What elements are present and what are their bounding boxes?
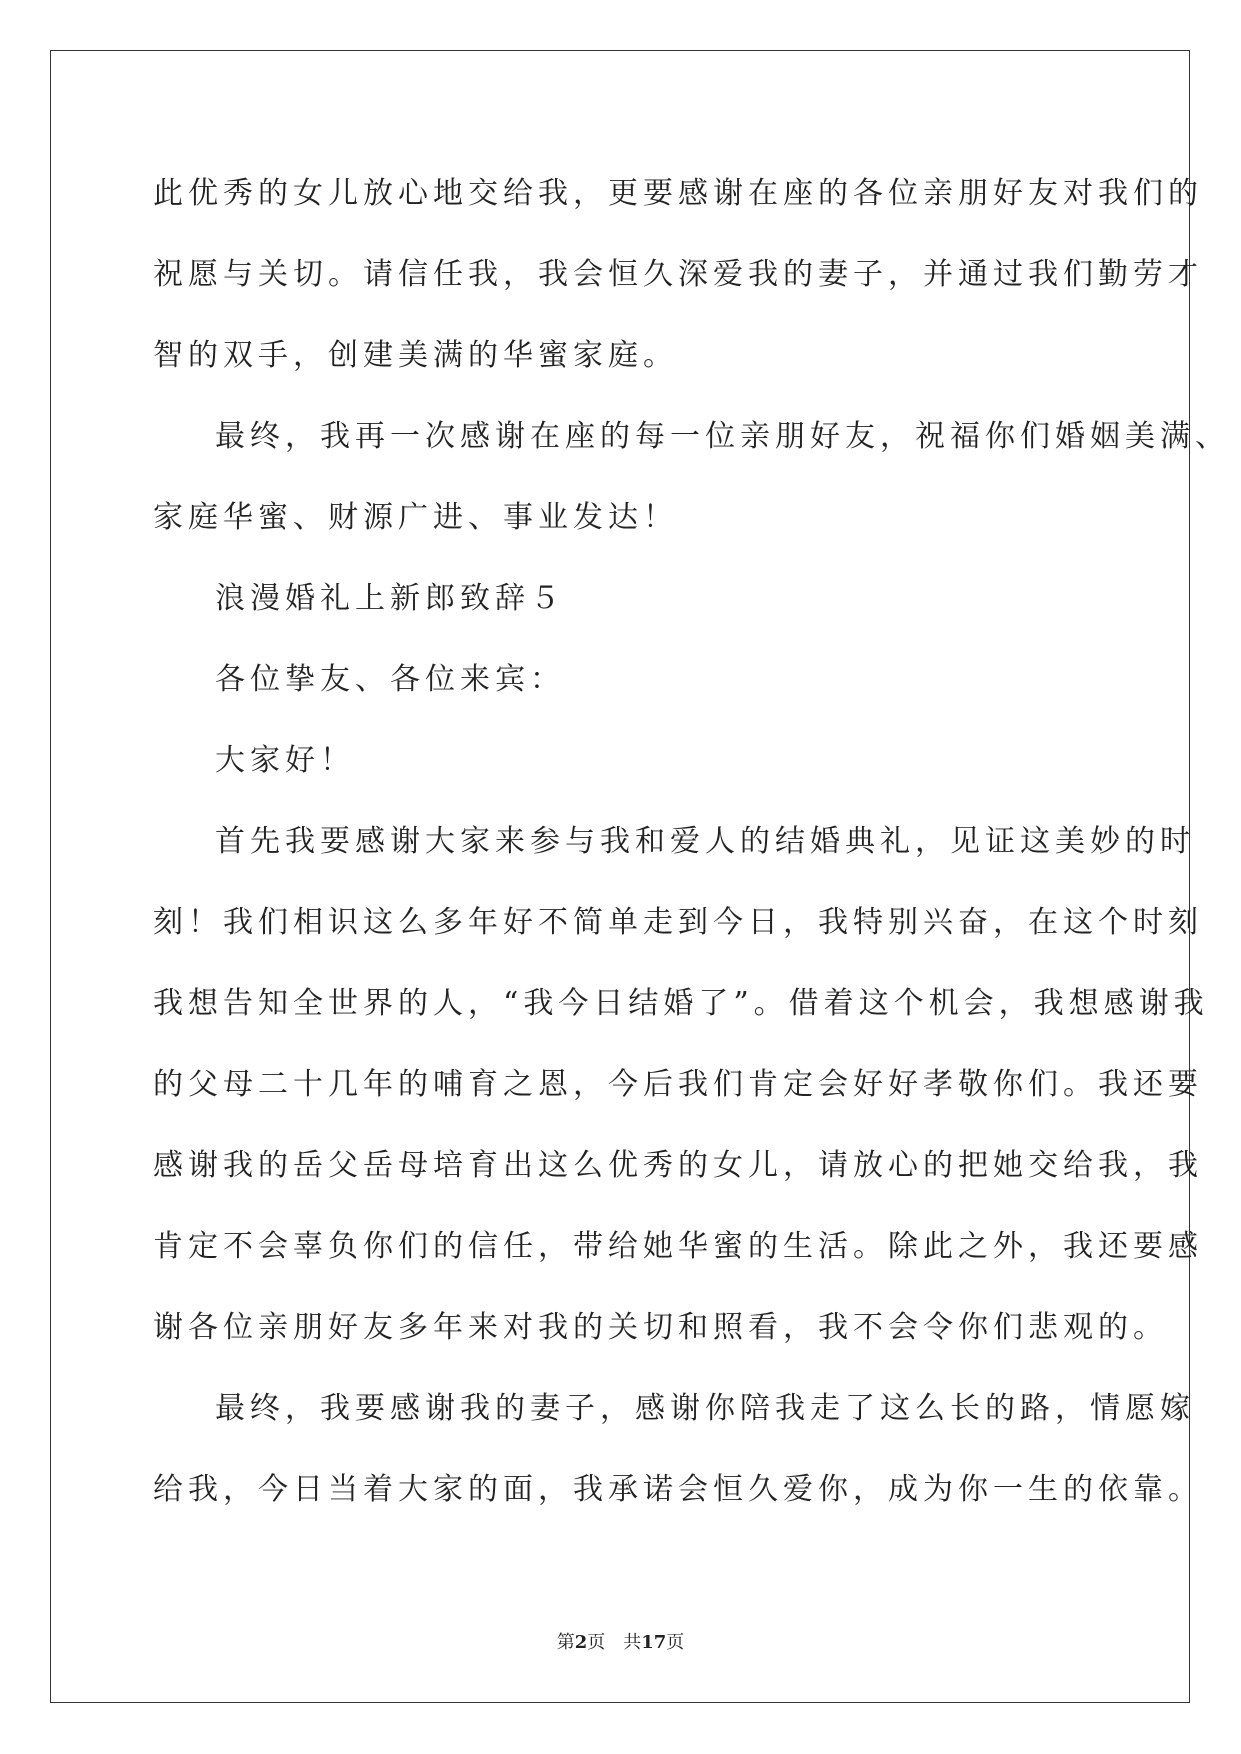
- total-pages: 17: [641, 1632, 667, 1653]
- text-line-13: 感谢我的岳父岳母培育出这么优秀的女儿，请放心的把她交给我，我: [153, 1148, 1203, 1183]
- total-suffix: 页: [666, 1632, 685, 1653]
- text-line-17: 给我，今日当着大家的面，我承诺会恒久爱你，成为你一生的依靠。: [153, 1472, 1203, 1507]
- text-line-1: 此优秀的女儿放心地交给我，更要感谢在座的各位亲朋好友对我们的: [153, 176, 1203, 211]
- document-body: [153, 165, 1230, 1542]
- text-line-9: 首先我要感谢大家来参与我和爱人的结婚典礼，见证这美妙的时: [215, 824, 1195, 859]
- text-line-12: 的父母二十几年的哺育之恩，今后我们肯定会好好孝敬你们。我还要: [153, 1067, 1203, 1102]
- text-line-11: 我想告知全世界的人，“我今日结婚了”。借着这个机会，我想感谢我: [153, 986, 1209, 1021]
- section-heading: 浪漫婚礼上新郎致辞５: [215, 581, 565, 616]
- page-number: 2: [574, 1632, 588, 1653]
- greeting: 大家好！: [215, 743, 355, 778]
- page-footer: [0, 1628, 1241, 1654]
- text-line-15: 谢各位亲朋好友多年来对我的关切和照看，我不会令你们悲观的。: [153, 1310, 1168, 1345]
- page-suffix: 页: [587, 1632, 606, 1653]
- text-line-4: 最终，我再一次感谢在座的每一位亲朋好友，祝福你们婚姻美满、: [215, 419, 1230, 454]
- page-prefix: 第: [556, 1632, 575, 1653]
- total-prefix: 共: [623, 1632, 642, 1653]
- text-line-3: 智的双手，创建美满的华蜜家庭。: [153, 338, 678, 373]
- text-line-5: 家庭华蜜、财源广进、事业发达！: [153, 500, 678, 535]
- text-line-2: 祝愿与关切。请信任我，我会恒久深爱我的妻子，并通过我们勤劳才: [153, 257, 1203, 292]
- salutation: 各位挚友、各位来宾：: [215, 662, 565, 697]
- text-line-16: 最终，我要感谢我的妻子，感谢你陪我走了这么长的路，情愿嫁: [215, 1391, 1195, 1426]
- text-line-14: 肯定不会辜负你们的信任，带给她华蜜的生活。除此之外，我还要感: [153, 1229, 1203, 1264]
- text-line-10: 刻！我们相识这么多年好不简单走到今日，我特别兴奋，在这个时刻: [153, 905, 1203, 940]
